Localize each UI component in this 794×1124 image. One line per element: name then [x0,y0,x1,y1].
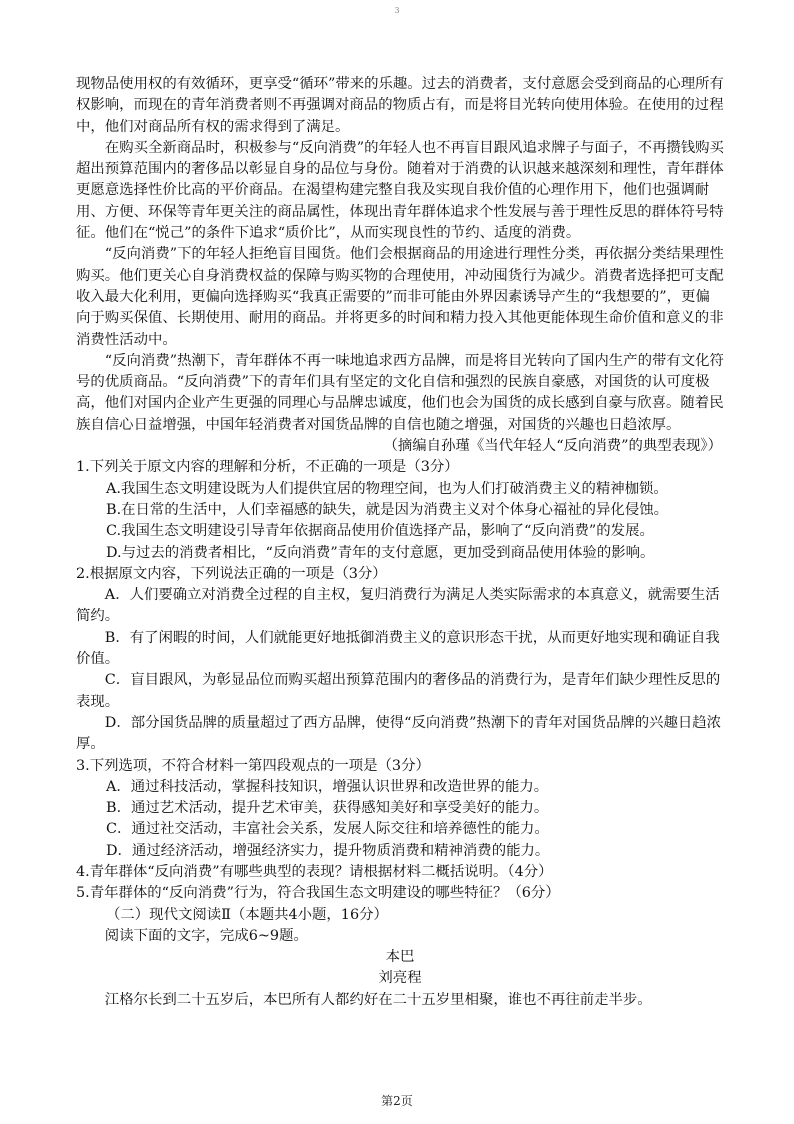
section-heading: （二）现代文阅读Ⅱ（本题共4小题，16分） [106,906,388,923]
paragraph: 现物品使用权的有效循环，更享受“循环”带来的乐趣。过去的消费者，支付意愿会受到商品的心理所有权影响，而现在的青年消费者则不再强调对商品的物质占有，而是将目光转向使用体验。在使用的过程中，他们对商品所有权的需求得到了满足。 [76,76,724,135]
question-3-stem: 3.下列选项，不符合材料一第四段观点的一项是（3分） [76,757,430,774]
question-1-option-b: B.在日常的生活中，人们幸福感的缺失，就是因为消费主义对个体身心福祉的异化侵蚀。 [106,501,668,518]
question-2-option-b: B．有了闲暇的时间，人们就能更好地抵御消费主义的意识形态干扰，从而更好地实现和确证自我价值。 [76,629,720,668]
question-3-option-a: A．通过科技活动，掌握科技知识，增强认识世界和改造世界的能力。 [106,778,549,795]
reading-instruction: 阅读下面的文字，完成6~9题。 [104,927,308,944]
story-author: 刘亮程 [378,970,422,987]
question-3-option-b: B．通过艺术活动，提升艺术审美，获得感知美好和享受美好的能力。 [106,800,549,817]
question-4: 4.青年群体“反向消费”有哪些典型的表现？请根据材料二概括说明。（4分） [76,863,553,880]
paragraph: “反向消费”下的年轻人拒绝盲目囤货。他们会根据商品的用途进行理性分类，再依据分类结果理性购买。他们更关心自身消费权益的保障与购买物的合理使用，冲动囤货行为减少。消费者选择把可支配收入最大化利用，更偏向选择购买“我真正需要的”而非可能由外界因素诱导产生的“我想要的”，更偏向于购买保值、长期使用、耐用的商品。并将更多的时间和精力投入其他更能体现生命价值和意义的非消费性活动中。 [76,246,724,348]
question-2-option-d: D．部分国货品牌的质量超过了西方品牌，使得“反向消费”热潮下的青年对国货品牌的兴趣日趋浓厚。 [76,714,722,753]
question-1-option-c: C.我国生态文明建设引导青年依据商品使用价值选择产品，影响了“反向消费”的发展。 [106,523,654,540]
paragraph: “反向消费”热潮下，青年群体不再一味地追求西方品牌，而是将目光转向了国内生产的带有文化符号的优质商品。“反向消费”下的青年们具有坚定的文化自信和强烈的民族自豪感，对国货的认可度极高，他们对国内企业产生更强的同理心与品牌忠诚度，他们也会为国货的成长感到自豪与欣喜。随着民族自信心日益增强，中国年轻消费者对国货品牌的自信也随之增强，对国货的兴趣也日趋浓厚。 [76,352,724,433]
question-3-option-d: D．通过经济活动，增强经济实力，提升物质消费和精神消费的能力。 [106,842,550,859]
body-text [76,74,724,1011]
page-number: 第2页 [381,1094,413,1108]
story-title: 本巴 [385,949,415,966]
question-2-option-c: C．盲目跟风，为彰显品位而购买超出预算范围内的奢侈品的消费行为，是青年们缺少理性反思的表现。 [76,672,721,710]
story-first-line: 江格尔长到二十五岁后，本巴所有人都约好在二十五岁里相聚，谁也不再往前走半步。 [104,991,652,1008]
page-mark: 3 [394,6,400,15]
question-3-option-c: C．通过社交活动，丰富社会关系，发展人际交往和培养德性的能力。 [106,821,549,838]
question-1-stem: 1.下列关于原文内容的理解和分析，不正确的一项是（3分） [76,459,459,476]
question-1-option-d: D.与过去的消费者相比，“反向消费”青年的支付意愿，更加受到商品使用体验的影响。 [106,544,655,561]
paragraph: 在购买全新商品时，积极参与“反向消费”的年轻人也不再盲目跟风追求牌子与面子，不再攒钱购买超出预算范围内的奢侈品以彰显自身的品位与身份。随着对于消费的认识越来越深刻和理性，青年群体更愿意选择性价比高的平价商品。在渴望构建完整自我及实现自我价值的心理作用下，他们也强调耐用、方便、环保等青年更关注的商品属性，体现出青年群体追求个性发展与善于理性反思的群体符号特征。他们在“悦己”的条件下追求“质价比”，从而实现良性的节约、适度的消费。 [76,139,724,242]
question-5: 5.青年群体的“反向消费”行为，符合我国生态文明建设的哪些特征？（6分） [76,885,560,902]
question-1-option-a: A.我国生态文明建设既为人们提供宜居的物理空间，也为人们打破消费主义的精神枷锁。 [106,480,668,497]
question-2-stem: 2.根据原文内容，下列说法正确的一项是（3分） [76,565,387,582]
source-citation: （摘编自孙瑾《当代年轻人“反向消费”的典型表现》） [383,438,722,455]
question-2-option-a: A．人们要确立对消费全过程的自主权，复归消费行为满足人类实际需求的本真意义，就需要生活简约。 [76,587,720,625]
